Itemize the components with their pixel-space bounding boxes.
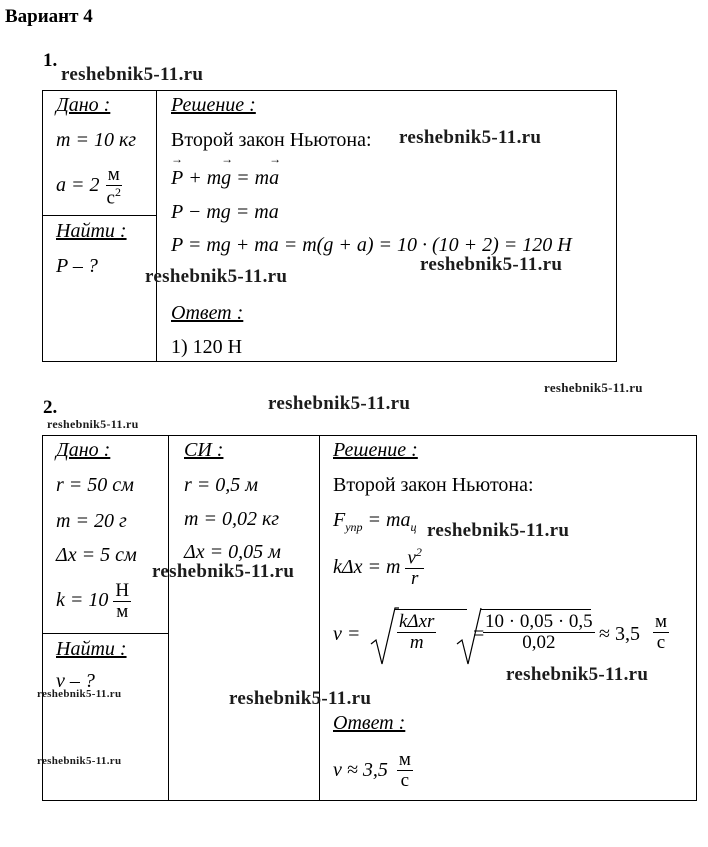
p2-k-value: k = 10 [56, 589, 109, 612]
page-title: Вариант 4 [5, 6, 93, 27]
watermark: reshebnik5-11.ru [399, 127, 542, 148]
p2-si-header: СИ : [184, 439, 224, 461]
sqrt-sign-1 [369, 606, 399, 666]
p2-k-unit-den: м [116, 600, 129, 622]
watermark: reshebnik5-11.ru [37, 755, 122, 767]
p2-answer-value: v ≈ 3,5 $\frac{м}{с}$ [333, 749, 411, 791]
p1-given-header: Дано : [56, 94, 111, 116]
p2-find-header: Найти : [56, 638, 127, 660]
p1-given-acceleration [56, 165, 123, 208]
p1-find-header: Найти : [56, 220, 127, 242]
p2-given-mass: m = 20 г [56, 510, 127, 532]
p2-k-unit-num: Н [115, 580, 130, 601]
p2-answer-header: Ответ : [333, 712, 406, 734]
p2-find-value: v – ? [56, 670, 95, 692]
p2-newton-law: Второй закон Ньютона: [333, 474, 534, 496]
p2-sqrt2-fraction: $\frac{10 \cdot 0,05 \cdot 0,5}{0,02}$ [485, 611, 593, 653]
watermark: reshebnik5-11.ru [427, 520, 570, 541]
p2-v-unit: м с [655, 611, 668, 653]
p2-v2-over-r: $\frac{v^2}{r}$ [407, 545, 422, 590]
p1-given-mass: m = 10 кг [56, 129, 137, 151]
p2-given-stiffness [56, 581, 131, 622]
p2-si-dx: Δx = 0,05 м [184, 541, 281, 563]
p1-acc-unit [105, 165, 123, 208]
p1-find-value: P – ? [56, 255, 98, 277]
watermark: reshebnik5-11.ru [145, 266, 288, 287]
watermark: reshebnik5-11.ru [37, 688, 122, 700]
watermark: reshebnik5-11.ru [47, 417, 139, 431]
p2-si-radius: r = 0,5 м [184, 474, 259, 496]
watermark: reshebnik5-11.ru [61, 64, 204, 85]
p1-answer-header: Ответ : [171, 302, 244, 324]
p2-given-header: Дано : [56, 439, 111, 461]
p2-sqrt1-fraction: kΔxr m [399, 611, 435, 653]
p2-solution-header: Решение : [333, 439, 418, 461]
p1-vector-equation: → P + m→ g = m→ a [171, 167, 279, 190]
watermark: reshebnik5-11.ru [506, 664, 649, 685]
sqrt-sign-2 [455, 606, 485, 666]
watermark: reshebnik5-11.ru [420, 254, 563, 275]
p1-answer-value: 1) 120 Н [171, 336, 243, 358]
watermark: reshebnik5-11.ru [268, 393, 411, 414]
p1-acc-value: a = 2 [56, 174, 100, 197]
watermark: reshebnik5-11.ru [152, 561, 295, 582]
problem-2-number: 2. [43, 397, 58, 418]
p1-projection-equation: P − mg = ma [171, 201, 279, 223]
p2-force-equation: $F_{упр} = ma_ц$ [333, 509, 417, 534]
p1-acc-unit-num: м [107, 164, 120, 185]
p1-result-equation: P = mg + ma = m(g + a) = 10 · (10 + 2) = 120 Н [171, 234, 572, 256]
p1-solution-header: Решение : [171, 94, 256, 116]
watermark: reshebnik5-11.ru [229, 688, 372, 709]
p2-k-unit [113, 581, 131, 622]
p1-newton-law: Второй закон Ньютона: [171, 129, 372, 151]
watermark: reshebnik5-11.ru [544, 380, 643, 395]
p1-acc-unit-den: $с^2$ [106, 184, 121, 209]
problem-1-number: 1. [43, 50, 58, 71]
p2-given-radius: r = 50 см [56, 474, 134, 496]
p2-given-dx: Δx = 5 см [56, 544, 137, 566]
p2-si-mass: m = 0,02 кг [184, 508, 280, 530]
p2-spring-equation: kΔx = m $\frac{v^2}{r}$ [333, 545, 422, 590]
p2-answer-unit: $\frac{м}{с}$ [398, 749, 411, 791]
